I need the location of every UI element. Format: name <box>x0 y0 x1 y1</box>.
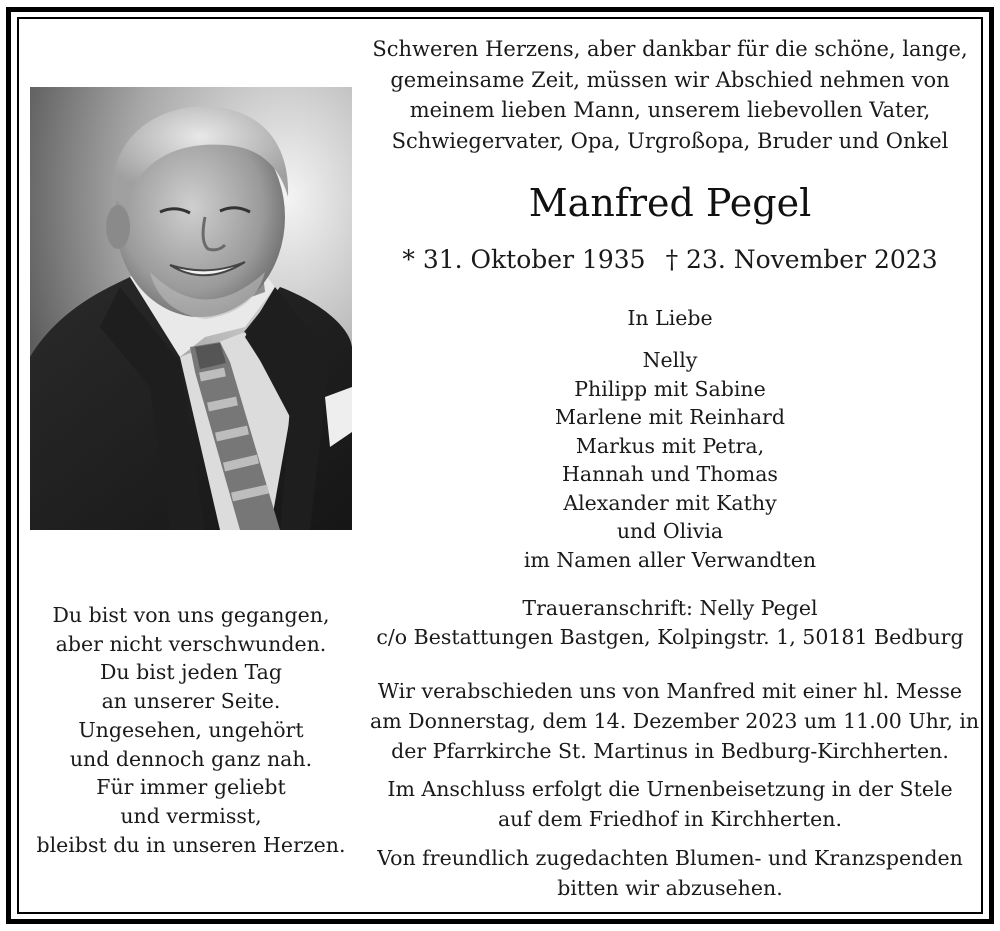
in-liebe-label: In Liebe <box>627 306 713 330</box>
poem-line: aber nicht verschwunden. <box>55 631 327 656</box>
ceremony-line: am Donnerstag, dem 14. Dezember 2023 um 11.00 Uhr, in <box>370 709 980 733</box>
poem-line: Für immer geliebt <box>96 775 286 800</box>
intro-line: Schwiegervater, Opa, Urgroßopa, Bruder und Onkel <box>391 128 949 153</box>
ceremony-line: der Pfarrkirche St. Martinus in Bedburg-Kirchherten. <box>391 739 949 763</box>
deceased-name: Manfred Pegel <box>528 181 812 225</box>
family-member: Marlene mit Reinhard <box>555 405 785 429</box>
flowers-line: bitten wir abzusehen. <box>557 876 783 900</box>
intro-line: Schweren Herzens, aber dankbar für die schöne, lange, <box>372 37 968 61</box>
intro-line: meinem lieben Mann, unserem liebevollen Vater, <box>409 98 931 122</box>
poem-line: Ungesehen, ungehört <box>78 717 304 742</box>
intro-line: gemeinsame Zeit, müssen wir Abschied nehmen von <box>390 67 950 92</box>
family-member: Hannah und Thomas <box>562 462 778 486</box>
birth-date: * 31. Oktober 1935 <box>402 245 646 274</box>
flowers-note <box>370 843 970 903</box>
address-line: Traueranschrift: Nelly Pegel <box>522 596 818 620</box>
life-dates <box>370 240 970 280</box>
ceremony-line: Wir verabschieden uns von Manfred mit einer hl. Messe <box>377 679 963 703</box>
portrait-photo <box>30 87 352 530</box>
burial-line: auf dem Friedhof in Kirchherten. <box>497 807 843 831</box>
burial-info <box>370 774 970 834</box>
death-date: † 23. November 2023 <box>665 245 938 274</box>
address-line: c/o Bestattungen Bastgen, Kolpingstr. 1, 50181 Bedburg <box>376 624 964 649</box>
poem-line: und vermisst, <box>120 803 262 828</box>
family-member: Alexander mit Kathy <box>563 490 777 515</box>
flowers-line: Von freundlich zugedachten Blumen- und Kranzspenden <box>377 846 963 870</box>
ceremony-info <box>370 676 980 766</box>
burial-line: Im Anschluss erfolgt die Urnenbeisetzung in der Stele <box>387 777 953 801</box>
poem-line: bleibst du in unseren Herzen. <box>36 832 346 857</box>
poem-line: an unserer Seite. <box>101 689 281 714</box>
family-member: und Olivia <box>616 519 724 543</box>
poem-line: Du bist von uns gegangen, <box>52 603 330 627</box>
poem-line: Du bist jeden Tag <box>100 660 282 685</box>
family-member: Philipp mit Sabine <box>574 376 766 401</box>
memorial-poem <box>30 601 352 859</box>
mourning-address <box>370 594 970 652</box>
family-member: Markus mit Petra, <box>575 433 765 458</box>
family-member: im Namen aller Verwandten <box>523 547 817 572</box>
family-member: Nelly <box>642 348 698 372</box>
family-list <box>370 346 970 574</box>
intro-text <box>370 34 970 156</box>
poem-line: und dennoch ganz nah. <box>69 746 313 771</box>
